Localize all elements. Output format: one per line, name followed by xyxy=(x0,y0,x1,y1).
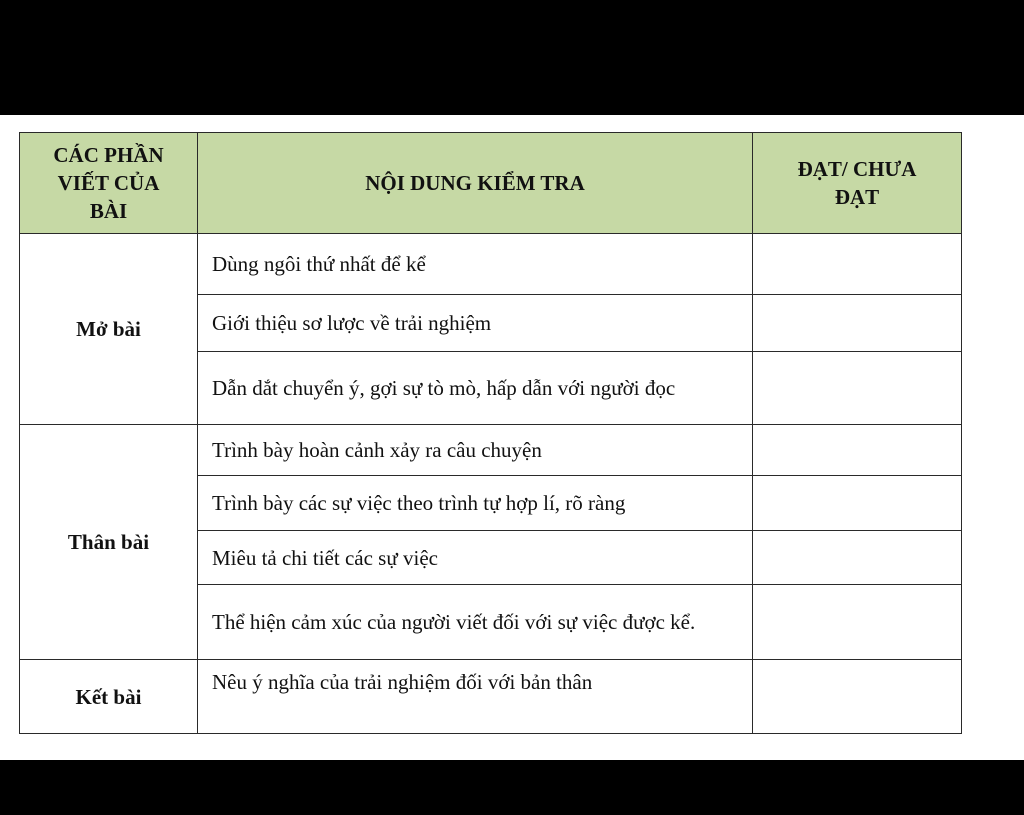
header-status: ĐẠT/ CHƯA ĐẠT xyxy=(753,133,962,234)
content-cell: Miêu tả chi tiết các sự việc xyxy=(198,531,753,585)
content-cell: Dẫn dắt chuyển ý, gợi sự tò mò, hấp dẫn với người đọc xyxy=(198,352,753,425)
part-ket-bai: Kết bài xyxy=(20,660,198,734)
content-cell: Thể hiện cảm xúc của người viết đối với sự việc được kể. xyxy=(198,585,753,660)
header-row xyxy=(20,133,962,234)
status-cell xyxy=(753,425,962,476)
checklist-table xyxy=(19,132,962,734)
part-mo-bai: Mở bài xyxy=(20,234,198,425)
table-row xyxy=(20,234,962,295)
status-cell xyxy=(753,234,962,295)
status-cell xyxy=(753,295,962,352)
status-cell xyxy=(753,476,962,531)
header-content: NỘI DUNG KIỂM TRA xyxy=(198,133,753,234)
status-cell xyxy=(753,352,962,425)
status-cell xyxy=(753,531,962,585)
content-cell: Giới thiệu sơ lược về trải nghiệm xyxy=(198,295,753,352)
slide xyxy=(0,115,1024,760)
table-row xyxy=(20,425,962,476)
content-cell: Nêu ý nghĩa của trải nghiệm đối với bản thân xyxy=(198,660,753,734)
part-than-bai: Thân bài xyxy=(20,425,198,660)
content-cell: Trình bày hoàn cảnh xảy ra câu chuyện xyxy=(198,425,753,476)
table-row xyxy=(20,660,962,734)
status-cell xyxy=(753,660,962,734)
status-cell xyxy=(753,585,962,660)
header-parts: CÁC PHẦN VIẾT CỦA BÀI xyxy=(20,133,198,234)
content-cell: Dùng ngôi thứ nhất để kể xyxy=(198,234,753,295)
content-cell: Trình bày các sự việc theo trình tự hợp lí, rõ ràng xyxy=(198,476,753,531)
